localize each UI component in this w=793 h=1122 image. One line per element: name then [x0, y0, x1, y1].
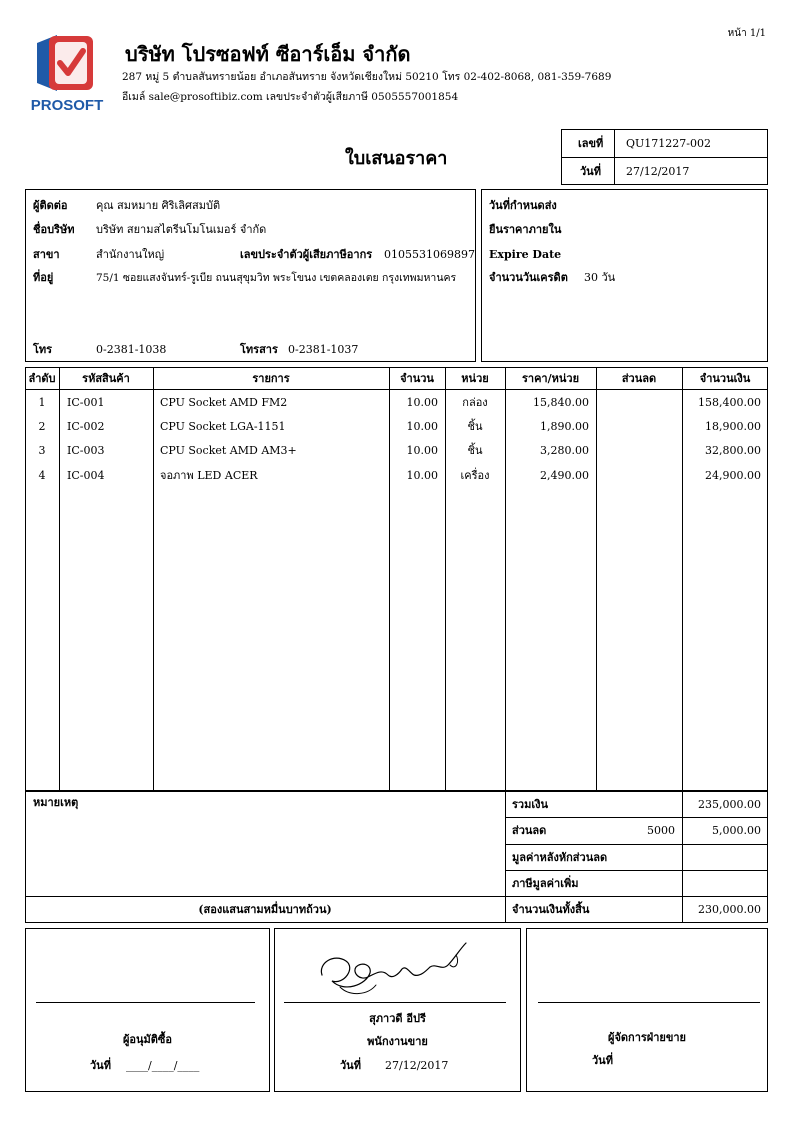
- total-label: จำนวนเงินทั้งสิ้น: [512, 903, 590, 916]
- row-code: IC-004: [67, 469, 105, 482]
- sales-name: สุภาวดี อีปรี: [369, 1012, 426, 1025]
- contact-value: คุณ สมหมาย ศิริเลิศสมบัติ: [96, 199, 221, 212]
- row-no: 4: [38, 469, 46, 482]
- document-title: ใบเสนอราคา: [345, 148, 448, 169]
- col-header-no: ลำดับ: [28, 372, 56, 385]
- row-unit: กล่อง: [462, 396, 488, 409]
- row-unit: ชิ้น: [467, 420, 483, 433]
- doc-no-value: QU171227-002: [626, 137, 711, 150]
- tel-label: โทร: [33, 343, 53, 356]
- row-desc: CPU Socket AMD AM3+: [160, 444, 297, 457]
- row-qty: 10.00: [406, 396, 438, 409]
- approver-title: ผู้อนุมัติซื้อ: [122, 1033, 173, 1046]
- company-name: บริษัท โปรซอฟท์ ซีอาร์เอ็ม จำกัด: [125, 42, 411, 66]
- row-unit: เครื่อง: [460, 469, 490, 482]
- col-header-unit: หน่วย: [461, 372, 489, 385]
- doc-no-label: เลขที่: [578, 137, 604, 150]
- row-amount: 24,900.00: [705, 469, 761, 482]
- credit-label: จำนวนวันเครดิต: [489, 271, 568, 284]
- col-header-code: รหัสสินค้า: [82, 372, 130, 385]
- row-amount: 18,900.00: [705, 420, 761, 433]
- discount-input: 5000: [647, 824, 675, 837]
- doc-date-value: 27/12/2017: [626, 165, 690, 178]
- discount-label: ส่วนลด: [512, 824, 547, 837]
- customer-company-label: ชื่อบริษัท: [33, 223, 75, 236]
- col-header-discount: ส่วนลด: [621, 372, 657, 385]
- row-price: 3,280.00: [540, 444, 589, 457]
- fax-value: 0-2381-1037: [288, 343, 359, 356]
- validity-label: ยืนราคาภายใน: [489, 223, 562, 236]
- contact-label: ผู้ติดต่อ: [33, 199, 68, 212]
- company-address: 287 หมู่ 5 ตำบลสันทรายน้อย อำเภอสันทราย จังหวัดเชียงใหม่ 50210 โทร 02-402-8068, 081-359-7689: [122, 71, 612, 83]
- expire-label: Expire Date: [489, 248, 562, 261]
- row-price: 15,840.00: [533, 396, 589, 409]
- credit-value: 30 วัน: [584, 271, 616, 284]
- total-value: 230,000.00: [698, 903, 761, 916]
- tel-value: 0-2381-1038: [96, 343, 167, 356]
- after-discount-label: มูลค่าหลังหักส่วนลด: [512, 851, 608, 864]
- manager-signature-box: [526, 928, 768, 1092]
- company-email: อีเมล์ sale@prosoftibiz.com เลขประจำตัวผู้เสียภาษี 0505557001854: [122, 91, 459, 103]
- col-header-price: ราคา/หน่วย: [521, 372, 580, 385]
- row-qty: 10.00: [406, 444, 438, 457]
- sales-title: พนักงานขาย: [367, 1035, 428, 1048]
- approver-date-label: วันที่: [90, 1059, 111, 1072]
- delivery-label: วันที่กำหนดส่ง: [489, 199, 557, 212]
- row-qty: 10.00: [406, 469, 438, 482]
- row-unit: ชิ้น: [467, 444, 483, 457]
- page-number: หน้า 1/1: [727, 28, 766, 39]
- row-code: IC-002: [67, 420, 105, 433]
- row-desc: CPU Socket AMD FM2: [160, 396, 288, 409]
- discount-value: 5,000.00: [712, 824, 761, 837]
- col-header-qty: จำนวน: [400, 372, 434, 385]
- sales-date-value: 27/12/2017: [385, 1059, 449, 1072]
- logo-mark-icon: [27, 33, 107, 95]
- doc-date-label: วันที่: [580, 165, 601, 178]
- branch-label: สาขา: [33, 248, 60, 261]
- manager-title: ผู้จัดการฝ่ายขาย: [608, 1031, 686, 1044]
- row-amount: 32,800.00: [705, 444, 761, 457]
- col-header-desc: รายการ: [252, 372, 290, 385]
- address-label: ที่อยู่: [33, 271, 54, 284]
- branch-value: สำนักงานใหญ่: [96, 248, 165, 261]
- company-logo: [27, 33, 107, 119]
- address-value: 75/1 ซอยแสงจันทร์-รูเบีย ถนนสุขุมวิท พระโขนง เขตคลองเตย กรุงเทพมหานคร: [96, 272, 457, 284]
- taxid-value: 0105531069897: [384, 248, 475, 261]
- row-no: 2: [38, 420, 46, 433]
- sales-date-label: วันที่: [340, 1059, 361, 1072]
- signature-icon: [310, 935, 480, 1001]
- fax-label: โทรสาร: [240, 343, 278, 356]
- row-qty: 10.00: [406, 420, 438, 433]
- customer-company-value: บริษัท สยามสไตรีนโมโนเมอร์ จำกัด: [96, 223, 267, 236]
- row-desc: จอภาพ LED ACER: [160, 469, 258, 482]
- approver-date-value: ____/____/____: [126, 1059, 200, 1072]
- vat-label: ภาษีมูลค่าเพิ่ม: [512, 877, 579, 890]
- col-header-amount: จำนวนเงิน: [699, 372, 751, 385]
- amount-in-words: (สองแสนสามหมื่นบาทถ้วน): [198, 903, 332, 916]
- row-price: 1,890.00: [540, 420, 589, 433]
- remark-label: หมายเหตุ: [33, 796, 79, 809]
- logo-text: PROSOFT: [30, 97, 104, 114]
- row-desc: CPU Socket LGA-1151: [160, 420, 286, 433]
- subtotal-value: 235,000.00: [698, 798, 761, 811]
- row-code: IC-003: [67, 444, 105, 457]
- manager-date-label: วันที่: [592, 1054, 613, 1067]
- row-code: IC-001: [67, 396, 105, 409]
- taxid-label: เลขประจำตัวผู้เสียภาษีอากร: [240, 248, 373, 261]
- row-price: 2,490.00: [540, 469, 589, 482]
- subtotal-label: รวมเงิน: [512, 798, 548, 811]
- row-no: 1: [38, 396, 46, 409]
- row-amount: 158,400.00: [698, 396, 761, 409]
- row-no: 3: [38, 444, 46, 457]
